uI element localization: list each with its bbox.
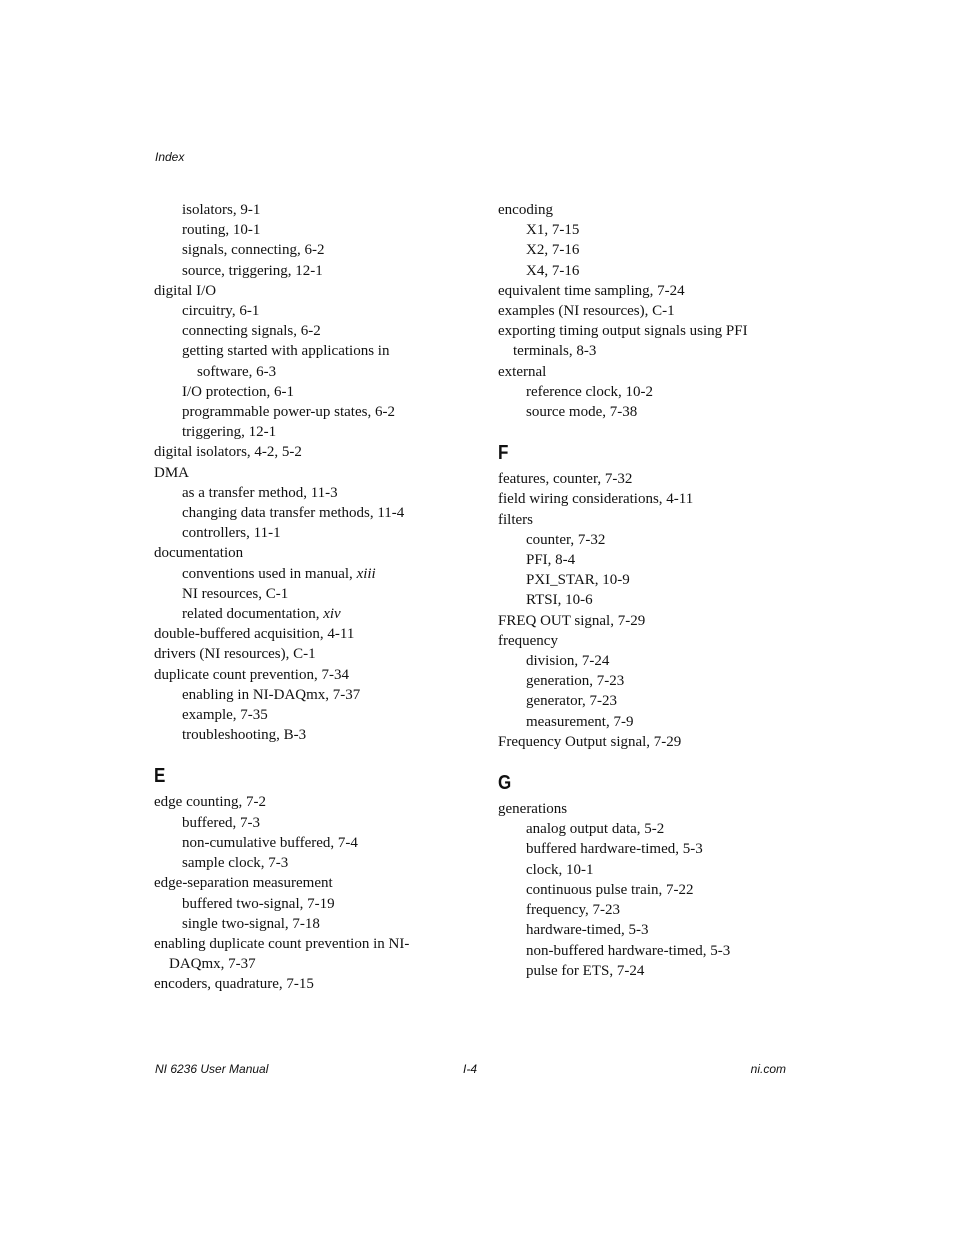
index-subentry (498, 402, 788, 422)
entry-text: double-buffered acquisition, 4-11 (154, 626, 355, 643)
footer-page-number: I-4 (463, 1062, 478, 1076)
entry-text: generation, 7-23 (526, 673, 625, 690)
index-entry (154, 281, 444, 301)
index-entry (498, 510, 788, 530)
entry-text: I/O protection, 6-1 (182, 383, 295, 400)
entry-text: triggering, 12-1 (182, 424, 277, 441)
entry-text: enabling in NI-DAQmx, 7-37 (182, 686, 361, 703)
entry-text: generations (498, 801, 568, 818)
index-subentry (498, 961, 788, 981)
entry-text: buffered, 7-3 (182, 814, 261, 831)
entry-text: non-buffered hardware-timed, 5-3 (526, 942, 731, 959)
index-entry (154, 665, 444, 685)
index-subentry (498, 712, 788, 732)
index-subentry (154, 503, 444, 523)
entry-text: X2, 7-16 (526, 242, 580, 259)
entry-text: X4, 7-16 (526, 262, 580, 279)
index-entry (498, 611, 788, 631)
index-subentry (154, 564, 444, 584)
index-subentry (154, 341, 444, 381)
entry-text: analog output data, 5-2 (526, 821, 665, 838)
index-subentry (498, 671, 788, 691)
index-subentry (498, 941, 788, 961)
index-subentry (498, 382, 788, 402)
entry-text: edge counting, 7-2 (154, 794, 267, 811)
entry-text: PXI_STAR, 10-9 (526, 572, 630, 589)
index-entry (498, 362, 788, 382)
entry-text: DMA (154, 464, 190, 481)
entry-text: generator, 7-23 (526, 693, 618, 710)
entry-page-roman: xiii (356, 565, 376, 582)
entry-text: exporting timing output signals using PFI terminals, 8-3 (498, 323, 748, 360)
index-entry (498, 281, 788, 301)
index-subentry (498, 900, 788, 920)
index-subentry (154, 685, 444, 705)
entry-text: routing, 10-1 (182, 222, 261, 239)
entry-text: controllers, 11-1 (182, 525, 281, 542)
entry-text: sample clock, 7-3 (182, 855, 289, 872)
entry-text: programmable power-up states, 6-2 (182, 404, 395, 421)
index-subentry (154, 240, 444, 260)
index-subentry (154, 725, 444, 745)
index-entry (498, 732, 788, 752)
index-subentry (498, 920, 788, 940)
entry-text: digital I/O (154, 282, 217, 299)
entry-text: features, counter, 7-32 (498, 471, 633, 488)
index-entry (154, 934, 444, 974)
entry-text: filters (498, 511, 533, 528)
index-subentry (498, 240, 788, 260)
index-subentry (154, 321, 444, 341)
index-subentry (154, 833, 444, 853)
entry-text: connecting signals, 6-2 (182, 323, 321, 340)
index-entry (154, 974, 444, 994)
index-entry (498, 469, 788, 489)
entry-text: conventions used in manual, (182, 565, 357, 582)
index-entry (154, 543, 444, 563)
running-header: Index (155, 150, 185, 164)
entry-text: frequency, 7-23 (526, 902, 620, 919)
entry-text: buffered two-signal, 7-19 (182, 895, 335, 912)
entry-text: continuous pulse train, 7-22 (526, 881, 694, 898)
index-subentry (498, 691, 788, 711)
index-entry (154, 873, 444, 893)
footer-manual-title: NI 6236 User Manual (155, 1062, 269, 1076)
index-subentry (498, 530, 788, 550)
index-subentry (154, 584, 444, 604)
entry-text: counter, 7-32 (526, 531, 606, 548)
entry-text: enabling duplicate count prevention in NI-DAQmx, 7-37 (154, 935, 410, 973)
index-entry (498, 489, 788, 509)
entry-text: division, 7-24 (526, 653, 610, 670)
entry-text: changing data transfer methods, 11-4 (182, 505, 405, 522)
entry-text: clock, 10-1 (526, 861, 594, 878)
entry-text: related documentation, (182, 606, 324, 623)
entry-text: reference clock, 10-2 (526, 383, 654, 400)
index-subentry (154, 301, 444, 321)
index-entry (154, 792, 444, 812)
section-heading: G (498, 772, 512, 795)
section-heading: F (498, 442, 509, 465)
index-subentry (498, 819, 788, 839)
index-subentry (498, 570, 788, 590)
entry-text: field wiring considerations, 4-11 (498, 491, 694, 508)
index-entry (154, 463, 444, 483)
entry-text: source, triggering, 12-1 (182, 262, 323, 279)
index-entry (154, 442, 444, 462)
index-subentry (154, 382, 444, 402)
entry-text: troubleshooting, B-3 (182, 727, 307, 744)
entry-text: single two-signal, 7-18 (182, 915, 320, 932)
index-subentry (498, 651, 788, 671)
index-subentry (154, 422, 444, 442)
index-subentry (498, 839, 788, 859)
index-column-right (498, 200, 788, 981)
entry-text: digital isolators, 4-2, 5-2 (154, 444, 302, 461)
entry-text: examples (NI resources), C-1 (498, 303, 675, 320)
entry-page-roman: xiv (323, 606, 341, 623)
index-entry (154, 624, 444, 644)
index-subentry (154, 604, 444, 624)
entry-text: external (498, 363, 547, 380)
entry-text: buffered hardware-timed, 5-3 (526, 841, 703, 858)
index-subentry (154, 523, 444, 543)
entry-text: Frequency Output signal, 7-29 (498, 733, 682, 750)
index-column-left (154, 200, 444, 995)
index-subentry (154, 813, 444, 833)
entry-text: documentation (154, 545, 244, 562)
index-subentry (154, 853, 444, 873)
entry-text: frequency (498, 632, 558, 649)
entry-text: NI resources, C-1 (182, 585, 289, 602)
entry-text: FREQ OUT signal, 7-29 (498, 612, 646, 629)
index-subentry (154, 220, 444, 240)
entry-text: example, 7-35 (182, 707, 268, 724)
entry-text: RTSI, 10-6 (526, 592, 593, 609)
index-subentry (154, 914, 444, 934)
entry-text: PFI, 8-4 (526, 552, 576, 569)
entry-text: as a transfer method, 11-3 (182, 484, 338, 501)
entry-text: encoders, quadrature, 7-15 (154, 976, 314, 993)
index-subentry (498, 880, 788, 900)
index-subentry (498, 860, 788, 880)
index-entry (498, 321, 788, 361)
entry-text: encoding (498, 202, 553, 218)
index-subentry (498, 550, 788, 570)
footer-website: ni.com (750, 1062, 786, 1076)
entry-text: edge-separation measurement (154, 875, 333, 892)
section-heading: E (154, 765, 166, 788)
index-entry (498, 301, 788, 321)
entry-text: equivalent time sampling, 7-24 (498, 282, 685, 299)
index-entry (498, 200, 788, 220)
index-subentry (154, 261, 444, 281)
index-subentry (498, 590, 788, 610)
entry-text: isolators, 9-1 (182, 202, 261, 218)
index-subentry (498, 220, 788, 240)
entry-text: getting started with applications in software, 6-3 (182, 343, 390, 380)
entry-text: duplicate count prevention, 7-34 (154, 666, 349, 683)
index-subentry (154, 402, 444, 422)
entry-text: signals, connecting, 6-2 (182, 242, 325, 259)
index-subentry (154, 705, 444, 725)
entry-text: pulse for ETS, 7-24 (526, 962, 645, 979)
entry-text: drivers (NI resources), C-1 (154, 646, 316, 663)
index-entry (154, 644, 444, 664)
index-subentry (154, 483, 444, 503)
entry-text: hardware-timed, 5-3 (526, 922, 649, 939)
index-subentry (498, 261, 788, 281)
entry-text: measurement, 7-9 (526, 713, 634, 730)
index-subentry (154, 200, 444, 220)
entry-text: source mode, 7-38 (526, 404, 638, 421)
entry-text: non-cumulative buffered, 7-4 (182, 834, 358, 851)
index-entry (498, 631, 788, 651)
index-entry (498, 799, 788, 819)
entry-text: circuitry, 6-1 (182, 303, 260, 320)
entry-text: X1, 7-15 (526, 222, 580, 239)
index-subentry (154, 894, 444, 914)
